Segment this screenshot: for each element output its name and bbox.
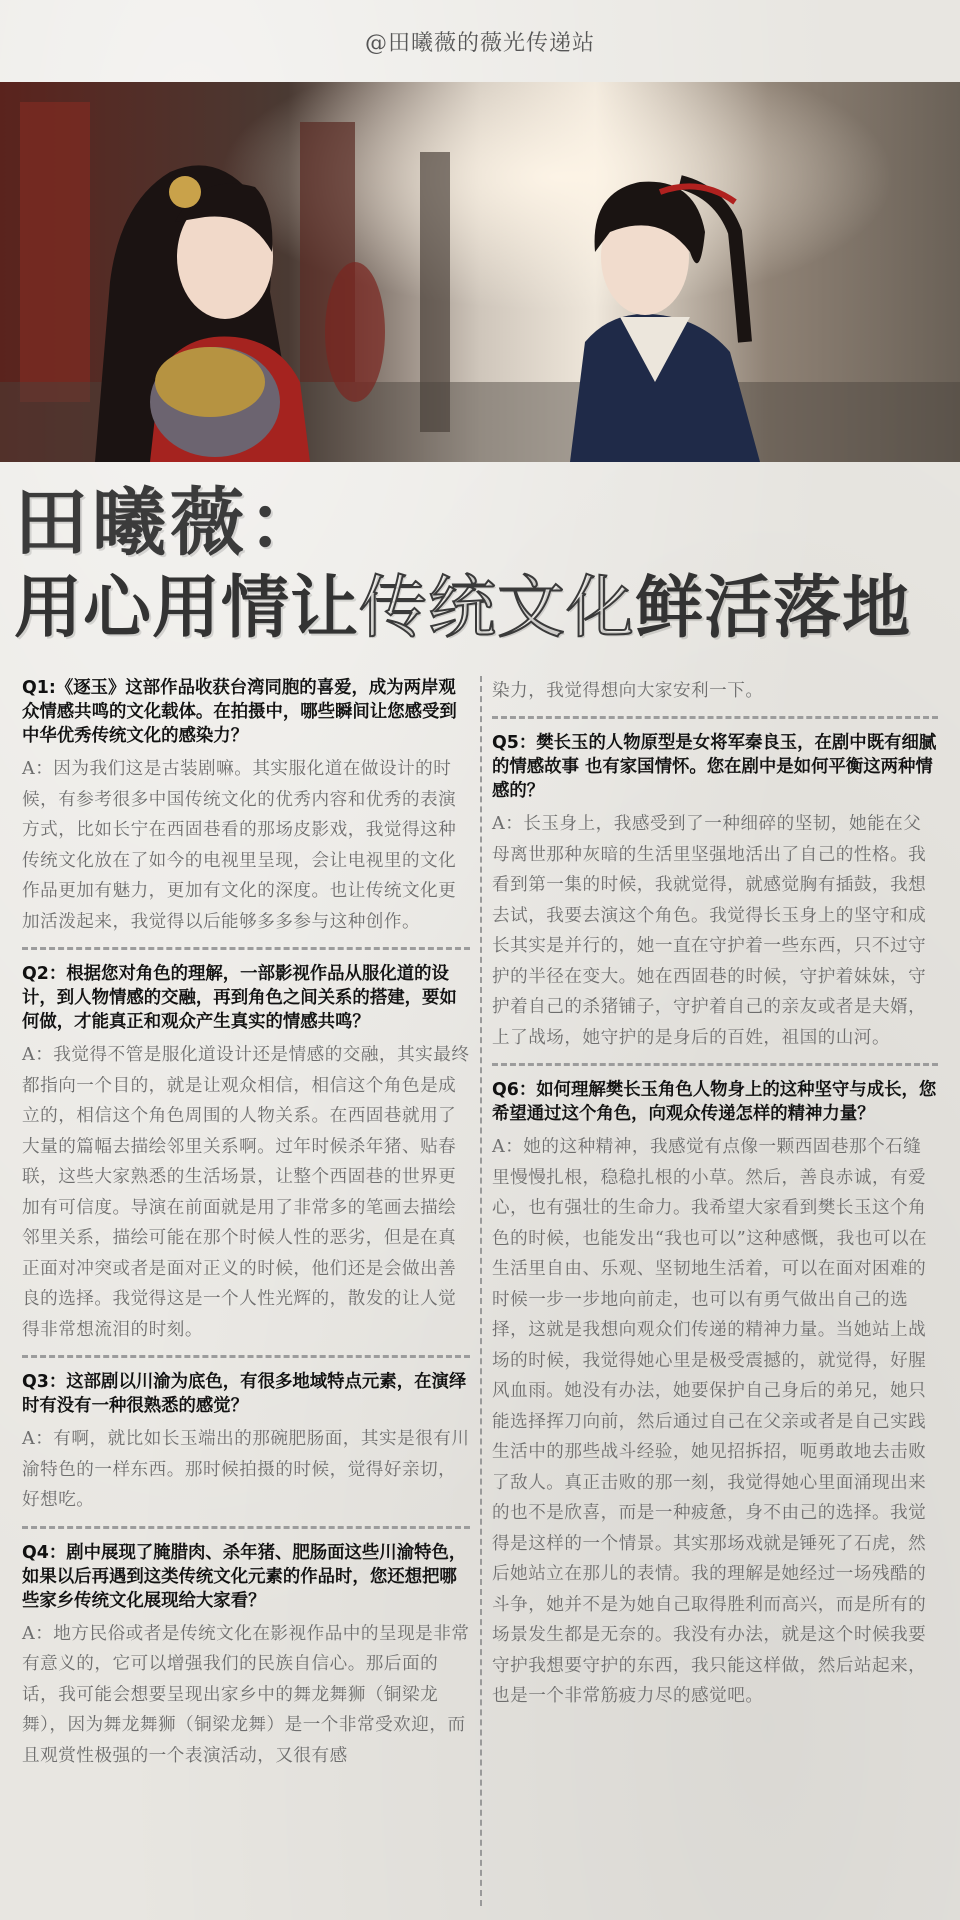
qa-item-4 (22, 1541, 470, 1772)
dashed-separator (492, 716, 938, 719)
right-column (492, 676, 938, 1712)
qa-item-5 (492, 731, 938, 1053)
title-subtitle-highlight: 传统文化 (359, 569, 636, 648)
qa-item-3 (22, 1370, 470, 1516)
question-2: Q2：根据您对角色的理解，一部影视作品从服化道的设计，到人物情感的交融，再到角色之间关系的搭建，要如何做，才能真正和观众产生真实的情感共鸣？ (22, 964, 457, 1032)
question-6: Q6：如何理解樊长玉角色人物身上的这种坚守与成长，您希望通过这个角色，向观众传递怎样的精神力量？ (492, 1080, 937, 1124)
dashed-separator (492, 1063, 938, 1066)
qa-item-2 (22, 962, 470, 1345)
answer-5: A：长玉身上，我感受到了一种细碎的坚韧，她能在父母离世那种灰暗的生活里坚强地活出了自己的性格。我看到第一集的时候，我就觉得，就感觉胸有插鼓，我想去试，我要去演这个角色。我觉得长玉身上的坚守和成长其实是并行的，她一直在守护着一些东西，只不过守护的半径在变大。她在西固巷的时候，守护着妹妹，守护着自己的杀猪铺子，守护着自己的亲友或者是夫婿，上了战场，她守护的是身后的百姓，祖国的山河。 (492, 814, 927, 1048)
column-divider (480, 676, 482, 1906)
header (0, 0, 960, 82)
qa-item-1 (22, 676, 470, 937)
answer-3: A：有啊，就比如长玉端出的那碗肥肠面，其实是很有川渝特色的一样东西。那时候拍摄的时候，觉得好亲切，好想吃。 (22, 1429, 470, 1510)
answer-1: A：因为我们这是古装剧嘛。其实服化道在做设计的时候，有参考很多中国传统文化的优秀内容和优秀的表演方式，比如长宁在西固巷看的那场皮影戏，我觉得这种传统文化放在了如今的电视里呈现，会让电视里的文化作品更加有魅力，更加有文化的深度。也让传统文化更加活泼起来，我觉得以后能够多多参与这种创作。 (22, 759, 457, 932)
title-subtitle (14, 566, 954, 652)
watermark-text: @田曦薇的薇光传递站 (364, 30, 595, 56)
title-subtitle-part1: 用心用情让 (14, 569, 360, 648)
dashed-separator (22, 1526, 470, 1529)
drama-still-photo (0, 82, 960, 462)
title-subtitle-part2: 鲜活落地 (635, 569, 912, 648)
answer-6: A：她的这种精神，我感觉有点像一颗西固巷那个石缝里慢慢扎根，稳稳扎根的小草。然后，善良赤诚，有爱心，也有强壮的生命力。我希望大家看到樊长玉这个角色的时候，也能发出“我也可以”这种感慨，我也可以在生活里自由、乐观、坚韧地生活着，可以在面对困难的时候一步一步地向前走，也可以有勇气做出自己的选择，这就是我想向观众们传递的精神力量。当她站上战场的时候，我觉得她心里是极受震撼的，就觉得，好腥风血雨。她没有办法，她要保护自己身后的弟兄，她只能选择挥刀向前，然后通过自己在父亲或者是自己实践生活中的那些战斗经验，她见招拆招，呃勇敢地去击败了敌人。真正击败的那一刻，我觉得她心里面涌现出来的也不是欣喜，而是一种疲惫，身不由己的选择。我觉得是这样的一个情景。其实那场戏就是锤死了石虎，然后她站立在那儿的表情。我的理解是她经过一场残酷的斗争，她并不是为她自己取得胜利而高兴，而是所有的场景发生都是无奈的。我没有办法，就是这个时候我要守护我想要守护的东西，我只能这样做，然后站起来，也是一个非常筋疲力尽的感觉吧。 (492, 1137, 928, 1706)
photo-illustration (0, 82, 960, 462)
question-3: Q3：这部剧以川渝为底色，有很多地域特点元素，在演绎时有没有一种很熟悉的感觉？ (22, 1372, 467, 1416)
question-1: Q1:《逐玉》这部作品收获台湾同胞的喜爱，成为两岸观众情感共鸣的文化载体。在拍摄中，哪些瞬间让您感受到中华优秀传统文化的感染力？ (22, 678, 457, 746)
question-4: Q4：剧中展现了腌腊肉、杀年猪、肥肠面这些川渝特色，如果以后再遇到这类传统文化元素的作品时，您还想把哪些家乡传统文化展现给大家看？ (22, 1542, 467, 1611)
dashed-separator (22, 947, 470, 950)
dashed-separator (22, 1355, 470, 1358)
answer-4: A：地方民俗或者是传统文化在影视作品中的呈现是非常有意义的，它可以增强我们的民族自信心。那后面的话，我可能会想要呈现出家乡中的舞龙舞狮（铜梁龙舞），因为舞龙舞狮（铜梁龙舞）是一个非常受欢迎，而且观赏性极强的一个表演活动，又很有感 (22, 1623, 470, 1766)
qa-item-6 (492, 1078, 938, 1712)
title-name: 田曦薇： (14, 480, 326, 566)
title-block (14, 480, 954, 652)
question-5: Q5：樊长玉的人物原型是女将军秦良玉，在剧中既有细腻的情感故事 也有家国情怀。您在剧中是如何平衡这两种情感的？ (492, 733, 937, 801)
left-column (22, 676, 470, 1771)
answer-4-continuation: 染力，我觉得想向大家安利一下。 (492, 681, 764, 701)
answer-2: A：我觉得不管是服化道设计还是情感的交融，其实最终都指向一个目的，就是让观众相信，相信这个角色是成立的，相信这个角色周围的人物关系。在西固巷就用了大量的篇幅去描绘邻里关系啊。过年时候杀年猪、贴春联，这些大家熟悉的生活场景，让整个西固巷的世界更加有可信度。导演在前面就是用了非常多的笔画去描绘邻里关系，描绘可能在那个时候人性的恶劣，但是在真正面对冲突或者是面对正义的时候，他们还是会做出善良的选择。我觉得这是一个人性光辉的，散发的让人觉得非常想流泪的时刻。 (22, 1045, 470, 1340)
